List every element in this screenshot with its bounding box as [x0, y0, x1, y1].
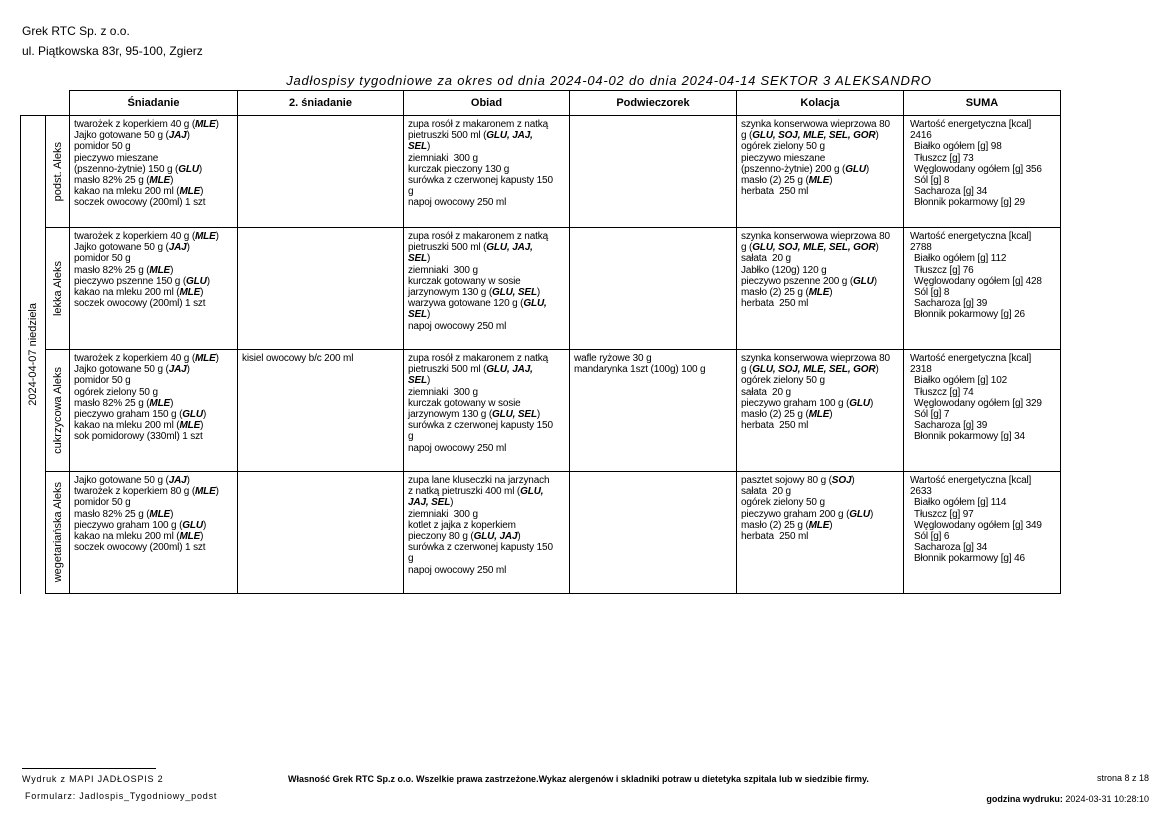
- meal-line: pietruszki 500 ml (GLU, JAJ,: [408, 242, 533, 254]
- nutrition-line: Białko ogółem [g] 114: [914, 497, 1007, 509]
- nutrition-line: Węglowodany ogółem [g] 428: [914, 275, 1042, 287]
- diet-row: [21, 116, 1061, 228]
- column-header: SUMA: [904, 91, 1061, 116]
- meal-line: napoj owocowy 250 ml: [408, 197, 507, 209]
- diet-row: [21, 472, 1061, 594]
- header-spacer: [21, 91, 46, 116]
- meal-cell: [570, 116, 737, 228]
- meal-line: g (GLU, SOJ, MLE, SEL, GOR): [741, 242, 879, 254]
- meal-line: Jajko gotowane 50 g (JAJ): [74, 364, 190, 376]
- nutrition-line: Wartość energetyczna [kcal]: [910, 475, 1032, 486]
- meal-line: twarożek z koperkiem 40 g (MLE): [74, 119, 219, 130]
- nutrition-summary-cell: [904, 116, 1061, 228]
- meal-line: pieczywo graham 200 g (GLU): [741, 508, 874, 520]
- meal-line: twarożek z koperkiem 80 g (MLE): [74, 486, 219, 498]
- meal-line: (pszenno-żytnie) 200 g (GLU): [741, 163, 870, 175]
- print-time-label: godzina wydruku:: [986, 794, 1063, 804]
- meal-line: pomidor 50 g: [74, 253, 131, 265]
- nutrition-line: Wartość energetyczna [kcal]: [910, 119, 1032, 130]
- meal-line: jarzynowym 130 g (GLU, SEL): [408, 287, 541, 299]
- meal-line: g (GLU, SOJ, MLE, SEL, GOR): [741, 364, 879, 376]
- meal-line: kakao na mleku 200 ml (MLE): [74, 186, 204, 198]
- column-header: Podwieczorek: [570, 91, 737, 116]
- meal-line: masło (2) 25 g (MLE): [741, 519, 833, 531]
- meal-line: ogórek zielony 50 g: [741, 497, 825, 509]
- nutrition-line: Białko ogółem [g] 98: [914, 141, 1002, 153]
- meal-line: soczek owocowy (200ml) 1 szt: [74, 197, 206, 209]
- meal-line: surówka z czerwonej kapusty 150: [408, 542, 553, 554]
- meal-cell: [570, 350, 737, 472]
- meal-cell: [570, 228, 737, 350]
- meal-line: kurczak pieczony 130 g: [408, 163, 510, 175]
- nutrition-line: Sól [g] 6: [914, 531, 950, 543]
- meal-cell: [404, 350, 570, 472]
- meal-line: kakao na mleku 200 ml (MLE): [74, 287, 204, 299]
- menu-table: [20, 90, 1061, 594]
- meal-line: pieczywo pszenne 200 g (GLU): [741, 275, 877, 287]
- meal-line: SEL): [408, 375, 431, 387]
- nutrition-line: 2416: [910, 130, 932, 142]
- diet-cell: [46, 228, 70, 350]
- nutrition-line: Błonnik pokarmowy [g] 46: [914, 553, 1025, 565]
- meal-cell: [238, 472, 404, 594]
- meal-line: jarzynowym 130 g (GLU, SEL): [408, 409, 541, 421]
- meal-line: JAJ, SEL): [408, 497, 454, 509]
- meal-line: sok pomidorowy (330ml) 1 szt: [74, 431, 203, 443]
- meal-cell: [70, 350, 238, 472]
- nutrition-line: Sól [g] 7: [914, 409, 950, 421]
- nutrition-line: Sacharoza [g] 34: [914, 186, 988, 198]
- meal-cell: [404, 472, 570, 594]
- meal-line: ogórek zielony 50 g: [74, 386, 158, 398]
- diet-label: wegetariańska Aleks: [51, 482, 64, 583]
- meal-line: herbata 250 ml: [741, 531, 809, 543]
- meal-line: g: [408, 431, 414, 443]
- meal-line: masło (2) 25 g (MLE): [741, 287, 833, 299]
- diet-cell: [46, 350, 70, 472]
- nutrition-line: Sacharoza [g] 39: [914, 298, 988, 310]
- meal-line: SEL): [408, 253, 431, 265]
- meal-cell: [404, 116, 570, 228]
- meal-line: herbata 250 ml: [741, 186, 809, 198]
- diet-row: [21, 228, 1061, 350]
- meal-line: g: [408, 186, 414, 198]
- meal-cell: [737, 472, 904, 594]
- meal-line: pietruszki 500 ml (GLU, JAJ,: [408, 364, 533, 376]
- nutrition-line: Tłuszcz [g] 97: [914, 508, 974, 520]
- meal-line: pieczywo mieszane: [741, 152, 826, 164]
- meal-line: pieczywo graham 100 g (GLU): [741, 397, 874, 409]
- meal-line: ziemniaki 300 g: [408, 264, 478, 276]
- meal-line: kurczak gotowany w sosie: [408, 397, 521, 409]
- diet-cell: [46, 116, 70, 228]
- meal-line: pieczony 80 g (GLU, JAJ): [408, 531, 521, 543]
- meal-line: napoj owocowy 250 ml: [408, 320, 507, 332]
- meal-line: ogórek zielony 50 g: [741, 141, 825, 153]
- meal-cell: [70, 472, 238, 594]
- meal-line: pomidor 50 g: [74, 497, 131, 509]
- meal-line: szynka konserwowa wieprzowa 80: [741, 231, 890, 242]
- page-number: strona 8 z 18: [1096, 773, 1149, 783]
- nutrition-line: Błonnik pokarmowy [g] 29: [914, 197, 1025, 209]
- nutrition-line: Węglowodany ogółem [g] 329: [914, 397, 1042, 409]
- column-header: Śniadanie: [70, 91, 238, 116]
- nutrition-line: Wartość energetyczna [kcal]: [910, 353, 1032, 364]
- meal-line: z natką pietruszki 400 ml (GLU,: [408, 486, 544, 498]
- meal-cell: [70, 116, 238, 228]
- meal-line: napoj owocowy 250 ml: [408, 442, 507, 454]
- nutrition-line: 2633: [910, 486, 932, 498]
- meal-line: kakao na mleku 200 ml (MLE): [74, 531, 204, 543]
- nutrition-line: Białko ogółem [g] 102: [914, 375, 1008, 387]
- meal-line: pomidor 50 g: [74, 375, 131, 387]
- meal-line: wafle ryżowe 30 g: [574, 353, 652, 364]
- meal-line: soczek owocowy (200ml) 1 szt: [74, 542, 206, 554]
- footer-form: Formularz: Jadlospis_Tygodniowy_podst: [25, 791, 218, 801]
- meal-line: warzywa gotowane 120 g (GLU,: [408, 298, 547, 310]
- meal-line: napoj owocowy 250 ml: [408, 564, 507, 576]
- meal-line: ziemniaki 300 g: [408, 386, 478, 398]
- meal-cell: [238, 116, 404, 228]
- footer-copyright: Własność Grek RTC Sp.z o.o. Wszelkie prawa zastrzeżone.Wykaz alergenów i skladniki potraw u dietetyka szpitala lub w siedzibie firmy.: [288, 774, 869, 784]
- meal-line: surówka z czerwonej kapusty 150: [408, 420, 553, 432]
- column-header: Kolacja: [737, 91, 904, 116]
- meal-line: ziemniaki 300 g: [408, 152, 478, 164]
- meal-line: Jajko gotowane 50 g (JAJ): [74, 130, 190, 142]
- meal-line: pasztet sojowy 80 g (SOJ): [741, 475, 855, 486]
- column-header: 2. śniadanie: [238, 91, 404, 116]
- diet-row: [21, 350, 1061, 472]
- meal-line: szynka konserwowa wieprzowa 80: [741, 119, 890, 130]
- meal-line: masło 82% 25 g (MLE): [74, 175, 174, 187]
- nutrition-summary-cell: [904, 350, 1061, 472]
- nutrition-line: Sól [g] 8: [914, 175, 950, 187]
- nutrition-line: 2318: [910, 364, 932, 376]
- meal-cell: [404, 228, 570, 350]
- nutrition-line: Błonnik pokarmowy [g] 34: [914, 431, 1025, 443]
- meal-line: masło 82% 25 g (MLE): [74, 264, 174, 276]
- meal-line: pieczywo graham 150 g (GLU): [74, 409, 207, 421]
- meal-line: twarożek z koperkiem 40 g (MLE): [74, 231, 219, 242]
- print-time-value: 2024-03-31 10:28:10: [1065, 794, 1149, 804]
- meal-line: pieczywo graham 100 g (GLU): [74, 519, 207, 531]
- meal-line: ziemniaki 300 g: [408, 508, 478, 520]
- nutrition-line: Sacharoza [g] 39: [914, 420, 988, 432]
- nutrition-line: Białko ogółem [g] 112: [914, 253, 1007, 265]
- meal-line: sałata 20 g: [741, 386, 791, 398]
- meal-line: sałata 20 g: [741, 253, 791, 265]
- meal-line: ogórek zielony 50 g: [741, 375, 825, 387]
- meal-line: Jajko gotowane 50 g (JAJ): [74, 242, 190, 254]
- company-address: ul. Piątkowska 83r, 95-100, Zgierz: [22, 44, 203, 58]
- date-label: 2024-04-07 niedziela: [27, 303, 39, 407]
- meal-cell: [238, 350, 404, 472]
- nutrition-line: 2788: [910, 242, 932, 254]
- nutrition-line: Wartość energetyczna [kcal]: [910, 231, 1032, 242]
- nutrition-line: Tłuszcz [g] 73: [914, 152, 974, 164]
- meal-line: masło (2) 25 g (MLE): [741, 409, 833, 421]
- meal-line: kotlet z jajka z koperkiem: [408, 519, 516, 531]
- meal-line: kurczak gotowany w sosie: [408, 275, 521, 287]
- meal-cell: [737, 350, 904, 472]
- meal-line: zupa rosół z makaronem z natką: [408, 231, 549, 242]
- meal-line: pomidor 50 g: [74, 141, 131, 153]
- meal-cell: [70, 228, 238, 350]
- meal-line: zupa rosół z makaronem z natką: [408, 353, 549, 364]
- meal-cell: [737, 228, 904, 350]
- column-header: Obiad: [404, 91, 570, 116]
- meal-cell: [737, 116, 904, 228]
- meal-line: herbata 250 ml: [741, 298, 809, 310]
- meal-line: sałata 20 g: [741, 486, 791, 498]
- menu-title: Jadłospisy tygodniowe za okres od dnia 2024-04-02 do dnia 2024-04-14 SEKTOR 3 ALEKSANDRO: [286, 73, 932, 88]
- nutrition-line: Tłuszcz [g] 74: [914, 386, 974, 398]
- date-cell: [21, 116, 46, 594]
- meal-line: (pszenno-żytnie) 150 g (GLU): [74, 163, 203, 175]
- nutrition-summary-cell: [904, 472, 1061, 594]
- meal-line: g (GLU, SOJ, MLE, SEL, GOR): [741, 130, 879, 142]
- meal-line: Jajko gotowane 50 g (JAJ): [74, 475, 190, 486]
- nutrition-line: Sól [g] 8: [914, 287, 950, 299]
- nutrition-summary-cell: [904, 228, 1061, 350]
- meal-line: masło 82% 25 g (MLE): [74, 397, 174, 409]
- diet-cell: [46, 472, 70, 594]
- meal-line: szynka konserwowa wieprzowa 80: [741, 353, 890, 364]
- nutrition-line: Tłuszcz [g] 76: [914, 264, 974, 276]
- meal-line: SEL): [408, 309, 431, 321]
- meal-cell: [238, 228, 404, 350]
- meal-line: Jabłko (120g) 120 g: [741, 264, 827, 276]
- meal-line: surówka z czerwonej kapusty 150: [408, 175, 553, 187]
- print-time: [986, 794, 1149, 804]
- footer-divider: [22, 768, 156, 769]
- header-spacer: [46, 91, 70, 116]
- meal-line: kisiel owocowy b/c 200 ml: [242, 353, 354, 364]
- meal-line: zupa rosół z makaronem z natką: [408, 119, 549, 130]
- nutrition-line: Błonnik pokarmowy [g] 26: [914, 309, 1025, 321]
- meal-line: masło 82% 25 g (MLE): [74, 508, 174, 520]
- diet-label: lekka Aleks: [51, 260, 64, 317]
- nutrition-line: Sacharoza [g] 34: [914, 542, 988, 554]
- meal-line: masło (2) 25 g (MLE): [741, 175, 833, 187]
- meal-line: herbata 250 ml: [741, 420, 809, 432]
- company-name: Grek RTC Sp. z o.o.: [22, 24, 130, 38]
- meal-line: g: [408, 553, 414, 565]
- meal-cell: [570, 472, 737, 594]
- nutrition-line: Węglowodany ogółem [g] 356: [914, 163, 1042, 175]
- meal-line: SEL): [408, 141, 431, 153]
- meal-line: twarożek z koperkiem 40 g (MLE): [74, 353, 219, 364]
- meal-line: pieczywo pszenne 150 g (GLU): [74, 275, 210, 287]
- meal-line: pieczywo mieszane: [74, 152, 159, 164]
- nutrition-line: Węglowodany ogółem [g] 349: [914, 519, 1042, 531]
- diet-label: cukrzycowa Aleks: [51, 367, 64, 454]
- diet-label: podst. Aleks: [51, 141, 64, 202]
- footer-software: Wydruk z MAPI JADŁOSPIS 2: [22, 774, 164, 784]
- meal-line: zupa lane kluseczki na jarzynach: [408, 475, 550, 486]
- meal-line: kakao na mleku 200 ml (MLE): [74, 420, 204, 432]
- meal-line: pietruszki 500 ml (GLU, JAJ,: [408, 130, 533, 142]
- meal-line: soczek owocowy (200ml) 1 szt: [74, 298, 206, 310]
- meal-line: mandarynka 1szt (100g) 100 g: [574, 364, 706, 376]
- header-row: [21, 91, 1061, 116]
